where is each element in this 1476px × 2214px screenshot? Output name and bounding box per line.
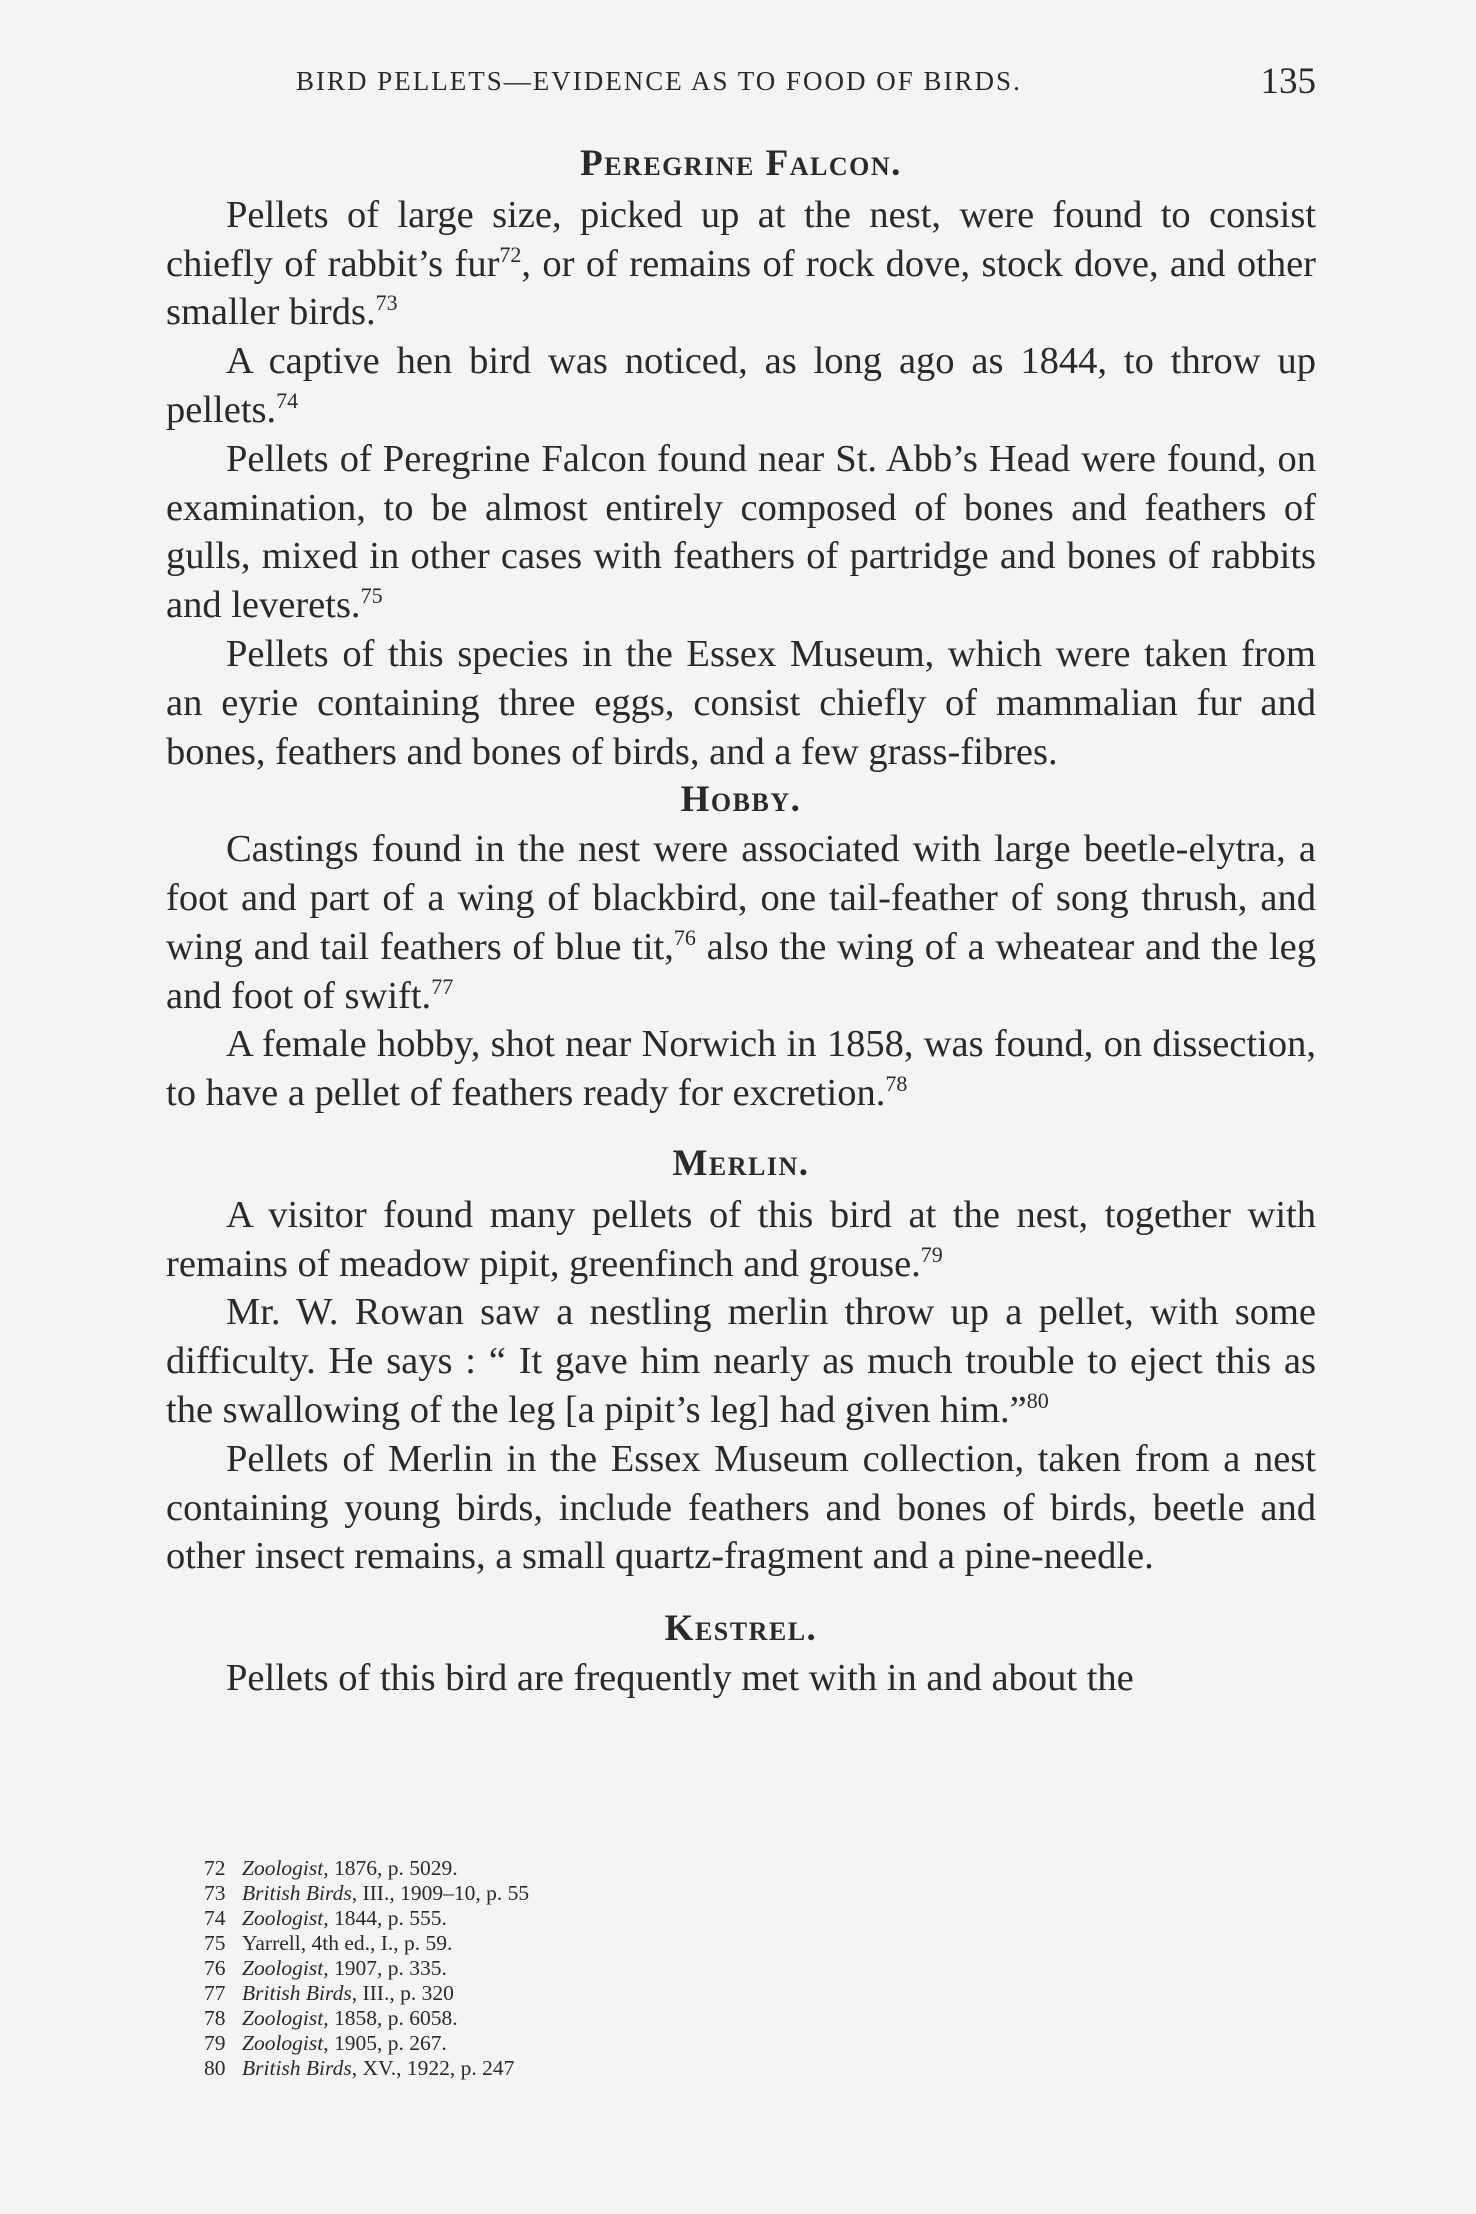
footnotes bbox=[204, 1856, 529, 2081]
footnote-ref: 75 bbox=[360, 583, 383, 609]
paragraph: Pellets of large size, picked up at the nest, were found to consist chiefly of rabbit’s fur$^{72}$, or of remains of rock dove, stock dove, and other smaller birds.$^{73}$ bbox=[166, 193, 1316, 334]
section-heading-merlin: Merlin. bbox=[672, 1142, 810, 1184]
paragraph: A female hobby, shot near Norwich in 1858, was found, on dissection, to have a pellet of feathers ready for excretion.$^{78}$ bbox=[166, 1023, 1316, 1115]
paragraph: Pellets of this species in the Essex Museum, which were taken from an eyrie containing three eggs, consist chiefly of mammalian fur and bones, feathers and bones of birds, and a few grass-fibres. bbox=[166, 632, 1316, 773]
section-heading-kestrel: Kestrel. bbox=[664, 1608, 818, 1650]
section-heading-hobby: Hobby. bbox=[680, 779, 802, 821]
footnote-ref: 77 bbox=[431, 973, 454, 999]
footnote: 77 British Birds, III., p. 320 bbox=[204, 1981, 454, 2005]
footnote: 80 British Birds, XV., 1922, p. 247 bbox=[204, 2056, 515, 2080]
footnote-ref: 79 bbox=[920, 1241, 943, 1267]
paragraph: Pellets of this bird are frequently met with in and about the bbox=[226, 1656, 1134, 1699]
paragraph: Castings found in the nest were associated with large beetle-elytra, a foot and part of a wing of blackbird, one tail-feather of song thrush, and wing and tail feathers of blue tit,$^{76}$ also the wing of a wheatear and the leg and foot of swift.$^{77}$ bbox=[166, 828, 1317, 1017]
running-head-title: BIRD PELLETS—EVIDENCE AS TO FOOD OF BIRDS. bbox=[296, 66, 1022, 96]
paragraph: Pellets of Merlin in the Essex Museum collection, taken from a nest containing young birds, include feathers and bones of birds, beetle and other insect remains, a small quartz-fragment and a pine-needle. bbox=[166, 1437, 1316, 1578]
footnote-ref: 76 bbox=[673, 924, 696, 950]
footnote: 72 Zoologist, 1876, p. 5029. bbox=[204, 1856, 458, 1880]
footnote: 78 Zoologist, 1858, p. 6058. bbox=[204, 2006, 458, 2030]
paragraph: A captive hen bird was noticed, as long ago as 1844, to throw up pellets.$^{74}$ bbox=[166, 340, 1316, 431]
footnote-ref: 74 bbox=[276, 387, 299, 413]
footnote-ref: 78 bbox=[885, 1071, 908, 1097]
body-text bbox=[166, 140, 1316, 1703]
footnote-ref: 73 bbox=[375, 290, 398, 316]
paragraph: A visitor found many pellets of this bird at the nest, together with remains of meadow pipit, greenfinch and grouse.$^{79}$ bbox=[166, 1193, 1316, 1285]
running-head bbox=[296, 61, 1316, 106]
footnote: 73 British Birds, III., 1909–10, p. 55 bbox=[204, 1881, 530, 1905]
section-heading-peregrine-falcon: Peregrine Falcon. bbox=[580, 143, 902, 184]
footnote: 76 Zoologist, 1907, p. 335. bbox=[204, 1956, 447, 1980]
footnote-ref: 72 bbox=[499, 241, 522, 267]
paragraph: Pellets of Peregrine Falcon found near St. Abb’s Head were found, on examination, to be almost entirely composed of bones and feathers of gulls, mixed in other cases with feathers of partridge and bones of rabbits and leverets.$^{75}$ bbox=[166, 437, 1316, 627]
page-number: 135 bbox=[1260, 61, 1316, 102]
footnote: 75 Yarrell, 4th ed., I., p. 59. bbox=[204, 1931, 453, 1955]
footnote: 74 Zoologist, 1844, p. 555. bbox=[204, 1906, 447, 1930]
book-page bbox=[166, 0, 1316, 2214]
footnote-ref: 80 bbox=[1026, 1387, 1049, 1413]
footnote: 79 Zoologist, 1905, p. 267. bbox=[204, 2031, 447, 2055]
paragraph: Mr. W. Rowan saw a nestling merlin throw up a pellet, with some difficulty. He says : “ It gave him nearly as much trouble to eject this as the swallowing of the leg [a pipit’s leg] had given him.”$^{80}$ bbox=[166, 1291, 1316, 1431]
